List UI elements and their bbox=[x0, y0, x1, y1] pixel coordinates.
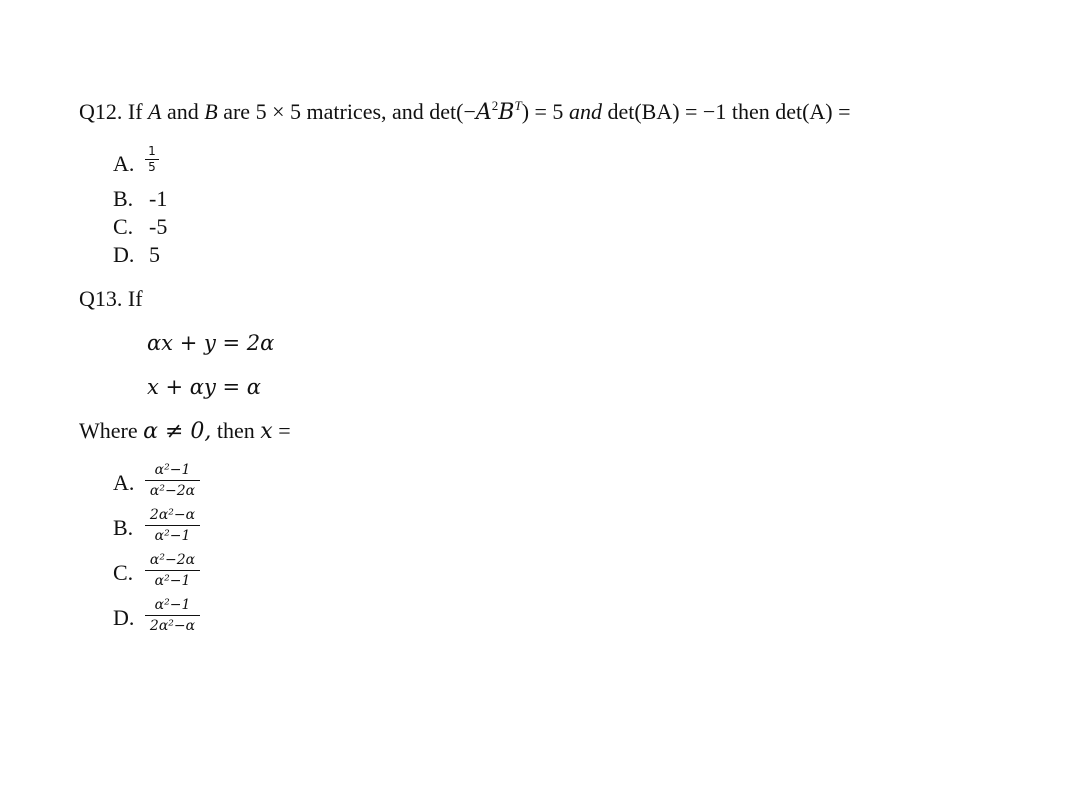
option-letter: A. bbox=[113, 470, 135, 495]
q12-close-eq5: ) = 5 bbox=[521, 99, 564, 124]
fraction-bar bbox=[145, 615, 200, 616]
q12-var-b: B bbox=[204, 99, 218, 124]
fraction-numerator: α²−1 bbox=[154, 597, 191, 613]
q13-equation-1 bbox=[147, 330, 274, 356]
q12-a-letter: A bbox=[475, 100, 492, 125]
option-letter: A. bbox=[113, 151, 135, 176]
q12-option-c bbox=[113, 214, 167, 240]
q13-number: Q13. bbox=[79, 286, 123, 311]
option-letter: B. bbox=[113, 186, 134, 211]
fraction-denominator: 5 bbox=[148, 160, 156, 174]
q13-cond: α ≠ 0, bbox=[143, 419, 212, 444]
fraction-numerator: 2α²−α bbox=[149, 507, 196, 523]
fraction-numerator: α²−2α bbox=[149, 552, 196, 568]
fraction-denominator: α²−1 bbox=[154, 528, 191, 544]
q13-if: If bbox=[127, 286, 143, 311]
fraction-bar bbox=[145, 570, 200, 571]
q12-option-b bbox=[113, 186, 167, 212]
option-letter: D. bbox=[113, 242, 135, 267]
q13-equation-2 bbox=[147, 374, 261, 400]
fraction-bar bbox=[145, 480, 200, 481]
fraction-numerator: α²−1 bbox=[154, 462, 191, 478]
q13-then: then bbox=[216, 418, 255, 443]
q13-option-a bbox=[113, 470, 149, 496]
option-letter: C. bbox=[113, 214, 134, 239]
fraction-bar bbox=[145, 525, 200, 526]
q12-then: then det(A) = bbox=[731, 99, 851, 124]
q12-var-a: A bbox=[148, 99, 162, 124]
q12-b-letter: B bbox=[498, 100, 515, 125]
fraction-numerator: 1 bbox=[148, 144, 156, 158]
option-letter: C. bbox=[113, 560, 134, 585]
q12-and: and bbox=[167, 99, 199, 124]
q12-det-ba: det(BA) = −1 bbox=[607, 99, 727, 124]
equation-text: αx + y = 2α bbox=[147, 331, 275, 355]
q12-option-d bbox=[113, 242, 160, 268]
q12-are: are bbox=[223, 99, 251, 124]
option-letter: D. bbox=[113, 605, 135, 630]
q12-and-italic: and bbox=[568, 99, 602, 124]
q12-number: Q12. bbox=[79, 99, 123, 124]
option-letter: B. bbox=[113, 515, 134, 540]
q13-condition bbox=[79, 418, 291, 445]
option-value: -1 bbox=[149, 186, 168, 211]
option-value: 5 bbox=[149, 242, 160, 267]
equation-text: x + αy = α bbox=[147, 375, 261, 399]
q12-a-exp: 2 bbox=[491, 98, 499, 113]
q12-option-a bbox=[113, 151, 149, 177]
q13-eq: = bbox=[278, 418, 291, 443]
q12-question bbox=[79, 99, 851, 126]
q13-option-d bbox=[113, 605, 149, 631]
q13-heading bbox=[79, 286, 143, 312]
q13-option-a-fraction bbox=[145, 462, 200, 499]
q13-xvar: x bbox=[260, 419, 273, 444]
q13-option-c bbox=[113, 560, 149, 586]
fraction-denominator: 2α²−α bbox=[149, 618, 196, 634]
q13-option-d-fraction bbox=[145, 597, 200, 634]
q13-option-c-fraction bbox=[145, 552, 200, 589]
fraction-denominator: α²−1 bbox=[154, 573, 191, 589]
q13-where: Where bbox=[79, 418, 138, 443]
q12-matrices: matrices, and det(− bbox=[306, 99, 476, 124]
q12-option-a-fraction bbox=[145, 145, 159, 174]
q13-option-b-fraction bbox=[145, 507, 200, 544]
q12-if: If bbox=[127, 99, 143, 124]
q12-b-exp: T bbox=[514, 98, 522, 113]
fraction-denominator: α²−2α bbox=[149, 483, 196, 499]
option-value: -5 bbox=[149, 214, 168, 239]
q13-option-b bbox=[113, 515, 149, 541]
q12-dims: 5 × 5 bbox=[255, 99, 301, 124]
